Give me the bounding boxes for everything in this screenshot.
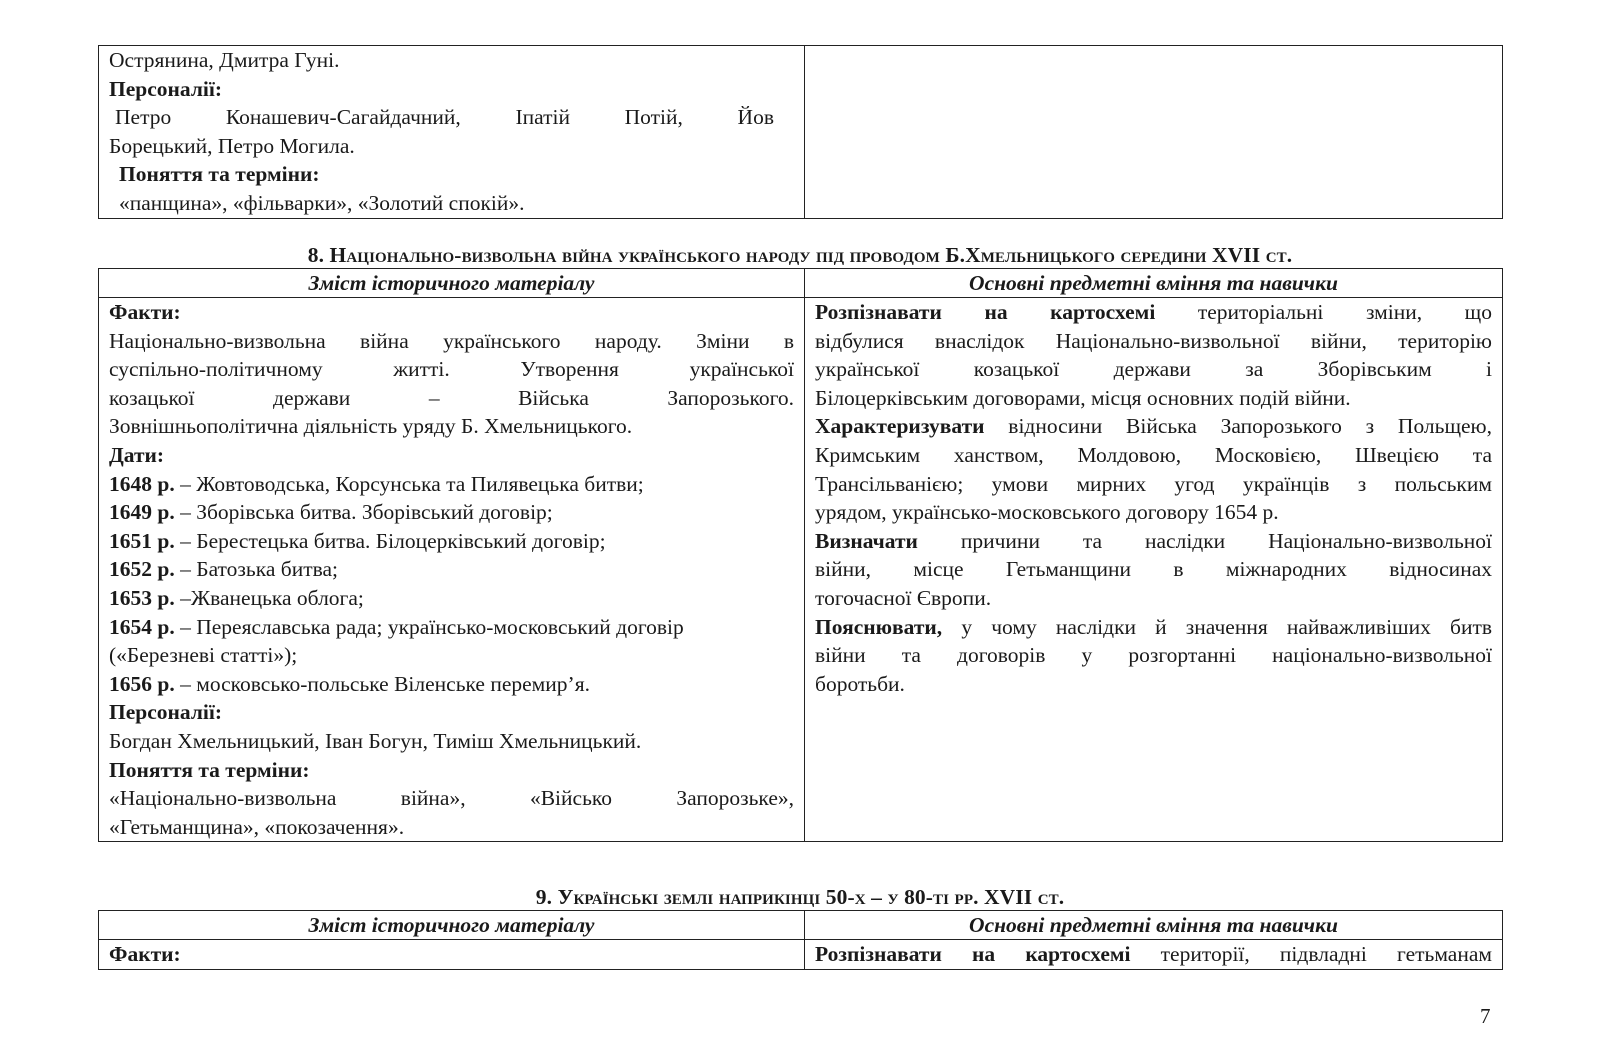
terms-line: «Гетьманщина», «покозачення». bbox=[109, 814, 405, 839]
facts-line: суспільно-політичному житті. Утворення української bbox=[109, 357, 794, 382]
skills-cell bbox=[805, 940, 1503, 970]
persons-label: Персоналії: bbox=[109, 76, 223, 101]
date-item: 1653 р. –Жванецька облога; bbox=[109, 585, 364, 610]
date-item: 1649 р. – Зборівська битва. Зборівський договір; bbox=[109, 500, 553, 525]
section9-table bbox=[98, 910, 1503, 970]
content-cell bbox=[99, 940, 805, 970]
text-line: «панщина», «фільварки», «Золотий спокій». bbox=[119, 190, 525, 215]
section9-title: 9. Українські землі наприкінці 50-х – у 80-ті рр. XVII ст. bbox=[535, 885, 1065, 909]
col-header-skills: Основні предметні вміння та навички bbox=[805, 911, 1503, 940]
skill-line: Трансільванією; умови мирних угод українців з польським bbox=[815, 471, 1492, 496]
col-header-skills: Основні предметні вміння та навички bbox=[805, 269, 1503, 298]
skill-line: тогочасної Європи. bbox=[815, 585, 992, 610]
skill-line: Білоцерківським договорами, місця основних подій війни. bbox=[815, 385, 1351, 410]
facts-line: Національно-визвольна війна українського народу. Зміни в bbox=[109, 328, 794, 353]
skill-line: війни, місце Гетьманщини в міжнародних відносинах bbox=[815, 557, 1492, 582]
skill-line: урядом, українсько-московського договору 1654 р. bbox=[815, 500, 1279, 525]
date-item: 1652 р. – Батозька битва; bbox=[109, 557, 338, 582]
facts-line: Зовнішньополітична діяльність уряду Б. Хмельницького. bbox=[109, 414, 633, 439]
facts-label: Факти: bbox=[109, 300, 181, 324]
dates-label: Дати: bbox=[109, 442, 165, 467]
date-item: 1648 р. – Жовтоводська, Корсунська та Пилявецька битви; bbox=[109, 471, 644, 496]
section7-content-cell bbox=[99, 46, 805, 219]
skill-line: Розпізнавати на картосхемі території, підвладні гетьманам bbox=[815, 942, 1492, 966]
date-item: 1654 р. – Переяславська рада; українсько-московський договір bbox=[109, 614, 684, 639]
section8-table bbox=[98, 268, 1503, 842]
skill-line: Характеризувати відносини Війська Запорозького з Польщею, bbox=[815, 414, 1492, 439]
section8-title: 8. Національно-визвольна війна українського народу під проводом Б.Хмельницького середини XVII ст. bbox=[307, 243, 1293, 267]
skill-line: війни та договорів у розгортанні національно-визвольної bbox=[815, 643, 1492, 668]
text-line: Борецький, Петро Могила. bbox=[109, 133, 355, 158]
persons-label: Персоналії: bbox=[109, 700, 223, 725]
skill-line: відбулися внаслідок Національно-визвольної війни, територію bbox=[815, 328, 1492, 353]
text-line: Петро Конашевич-Сагайдачний, Іпатій Потій, Йов bbox=[115, 105, 774, 130]
facts-line: козацької держави – Війська Запорозького. bbox=[109, 385, 794, 410]
text-line: Острянина, Дмитра Гуні. bbox=[109, 48, 340, 72]
facts-label: Факти: bbox=[109, 942, 181, 966]
skills-cell bbox=[805, 298, 1503, 842]
date-item: 1656 р. – московсько-польське Віленське перемир’я. bbox=[109, 671, 590, 696]
date-item: 1651 р. – Берестецька битва. Білоцерківський договір; bbox=[109, 528, 606, 553]
section7-table-continued bbox=[98, 45, 1503, 219]
section7-skills-cell bbox=[805, 46, 1503, 219]
date-item: («Березневі статті»); bbox=[109, 643, 298, 668]
skill-line: Кримським ханством, Молдовою, Московією, Швецією та bbox=[815, 442, 1492, 467]
terms-line: «Національно-визвольна війна», «Військо Запорозьке», bbox=[109, 786, 794, 811]
page-number: 7 bbox=[1480, 1004, 1491, 1028]
content-cell bbox=[99, 298, 805, 842]
skill-line: Розпізнавати на картосхемі територіальні зміни, що bbox=[815, 300, 1492, 324]
persons-text: Богдан Хмельницький, Іван Богун, Тиміш Хмельницький. bbox=[109, 728, 642, 753]
skill-line: української козацької держави за Зборівським і bbox=[815, 357, 1492, 382]
col-header-content: Зміст історичного матеріалу bbox=[99, 911, 805, 940]
skill-line: Пояснювати, у чому наслідки й значення найважливіших битв bbox=[815, 614, 1492, 639]
skill-line: Визначати причини та наслідки Національно-визвольної bbox=[815, 528, 1492, 553]
terms-label: Поняття та терміни: bbox=[119, 162, 320, 187]
col-header-content: Зміст історичного матеріалу bbox=[99, 269, 805, 298]
skill-line: боротьби. bbox=[815, 671, 905, 696]
terms-label: Поняття та терміни: bbox=[109, 757, 310, 782]
